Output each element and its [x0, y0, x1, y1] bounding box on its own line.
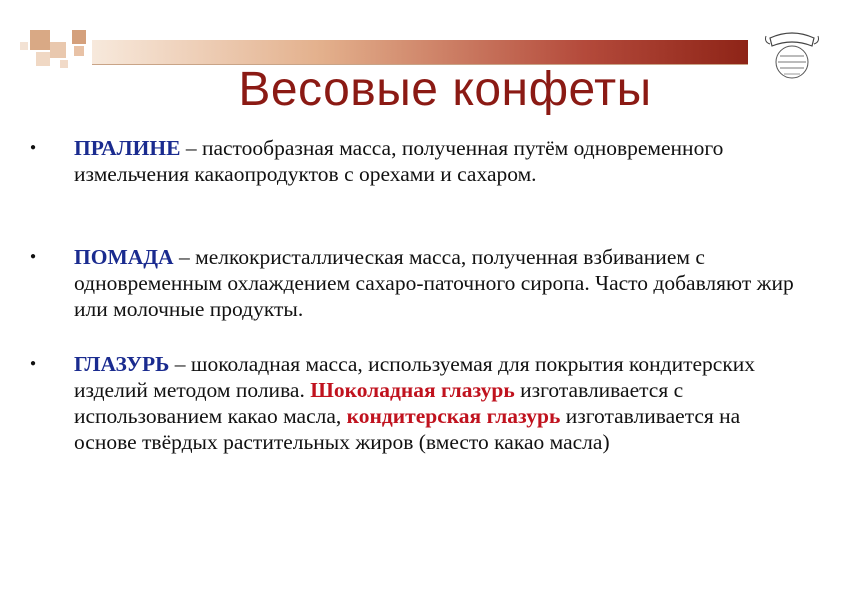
list-item [30, 135, 794, 187]
item-text: изготавливается с использованием какао масла, [74, 378, 684, 428]
term-pomada: ПОМАДА [74, 245, 174, 269]
item-text: – мелкокристаллическая масса, полученная взбиванием с одновременным охлаждением сахаро-паточного сиропа. Часто добавляют жир или молочные продукты. [74, 245, 794, 321]
item-text: изготавливается на основе твёрдых растительных жиров (вместо какао масла) [74, 404, 741, 454]
item-text: – пастообразная масса, полученная путём одновременного измельчения какаопродуктов с орехами и сахаром. [74, 136, 724, 186]
page-title: Весовые конфеты [238, 63, 652, 116]
highlight-confectionery-glaze: кондитерская глазурь [346, 404, 561, 428]
highlight-chocolate-glaze: Шоколадная глазурь [310, 378, 515, 402]
term-glazur: ГЛАЗУРЬ [74, 352, 170, 376]
bullet-icon: ● [30, 358, 37, 369]
header-bar [92, 40, 748, 64]
term-praline: ПРАЛИНЕ [74, 136, 181, 160]
list-item [30, 244, 794, 322]
item-text: – шоколадная масса, используемая для покрытия кондитерских изделий методом полива. [74, 352, 756, 402]
bullet-icon: ● [30, 142, 37, 153]
list-item [30, 351, 794, 455]
bullet-icon: ● [30, 251, 37, 262]
